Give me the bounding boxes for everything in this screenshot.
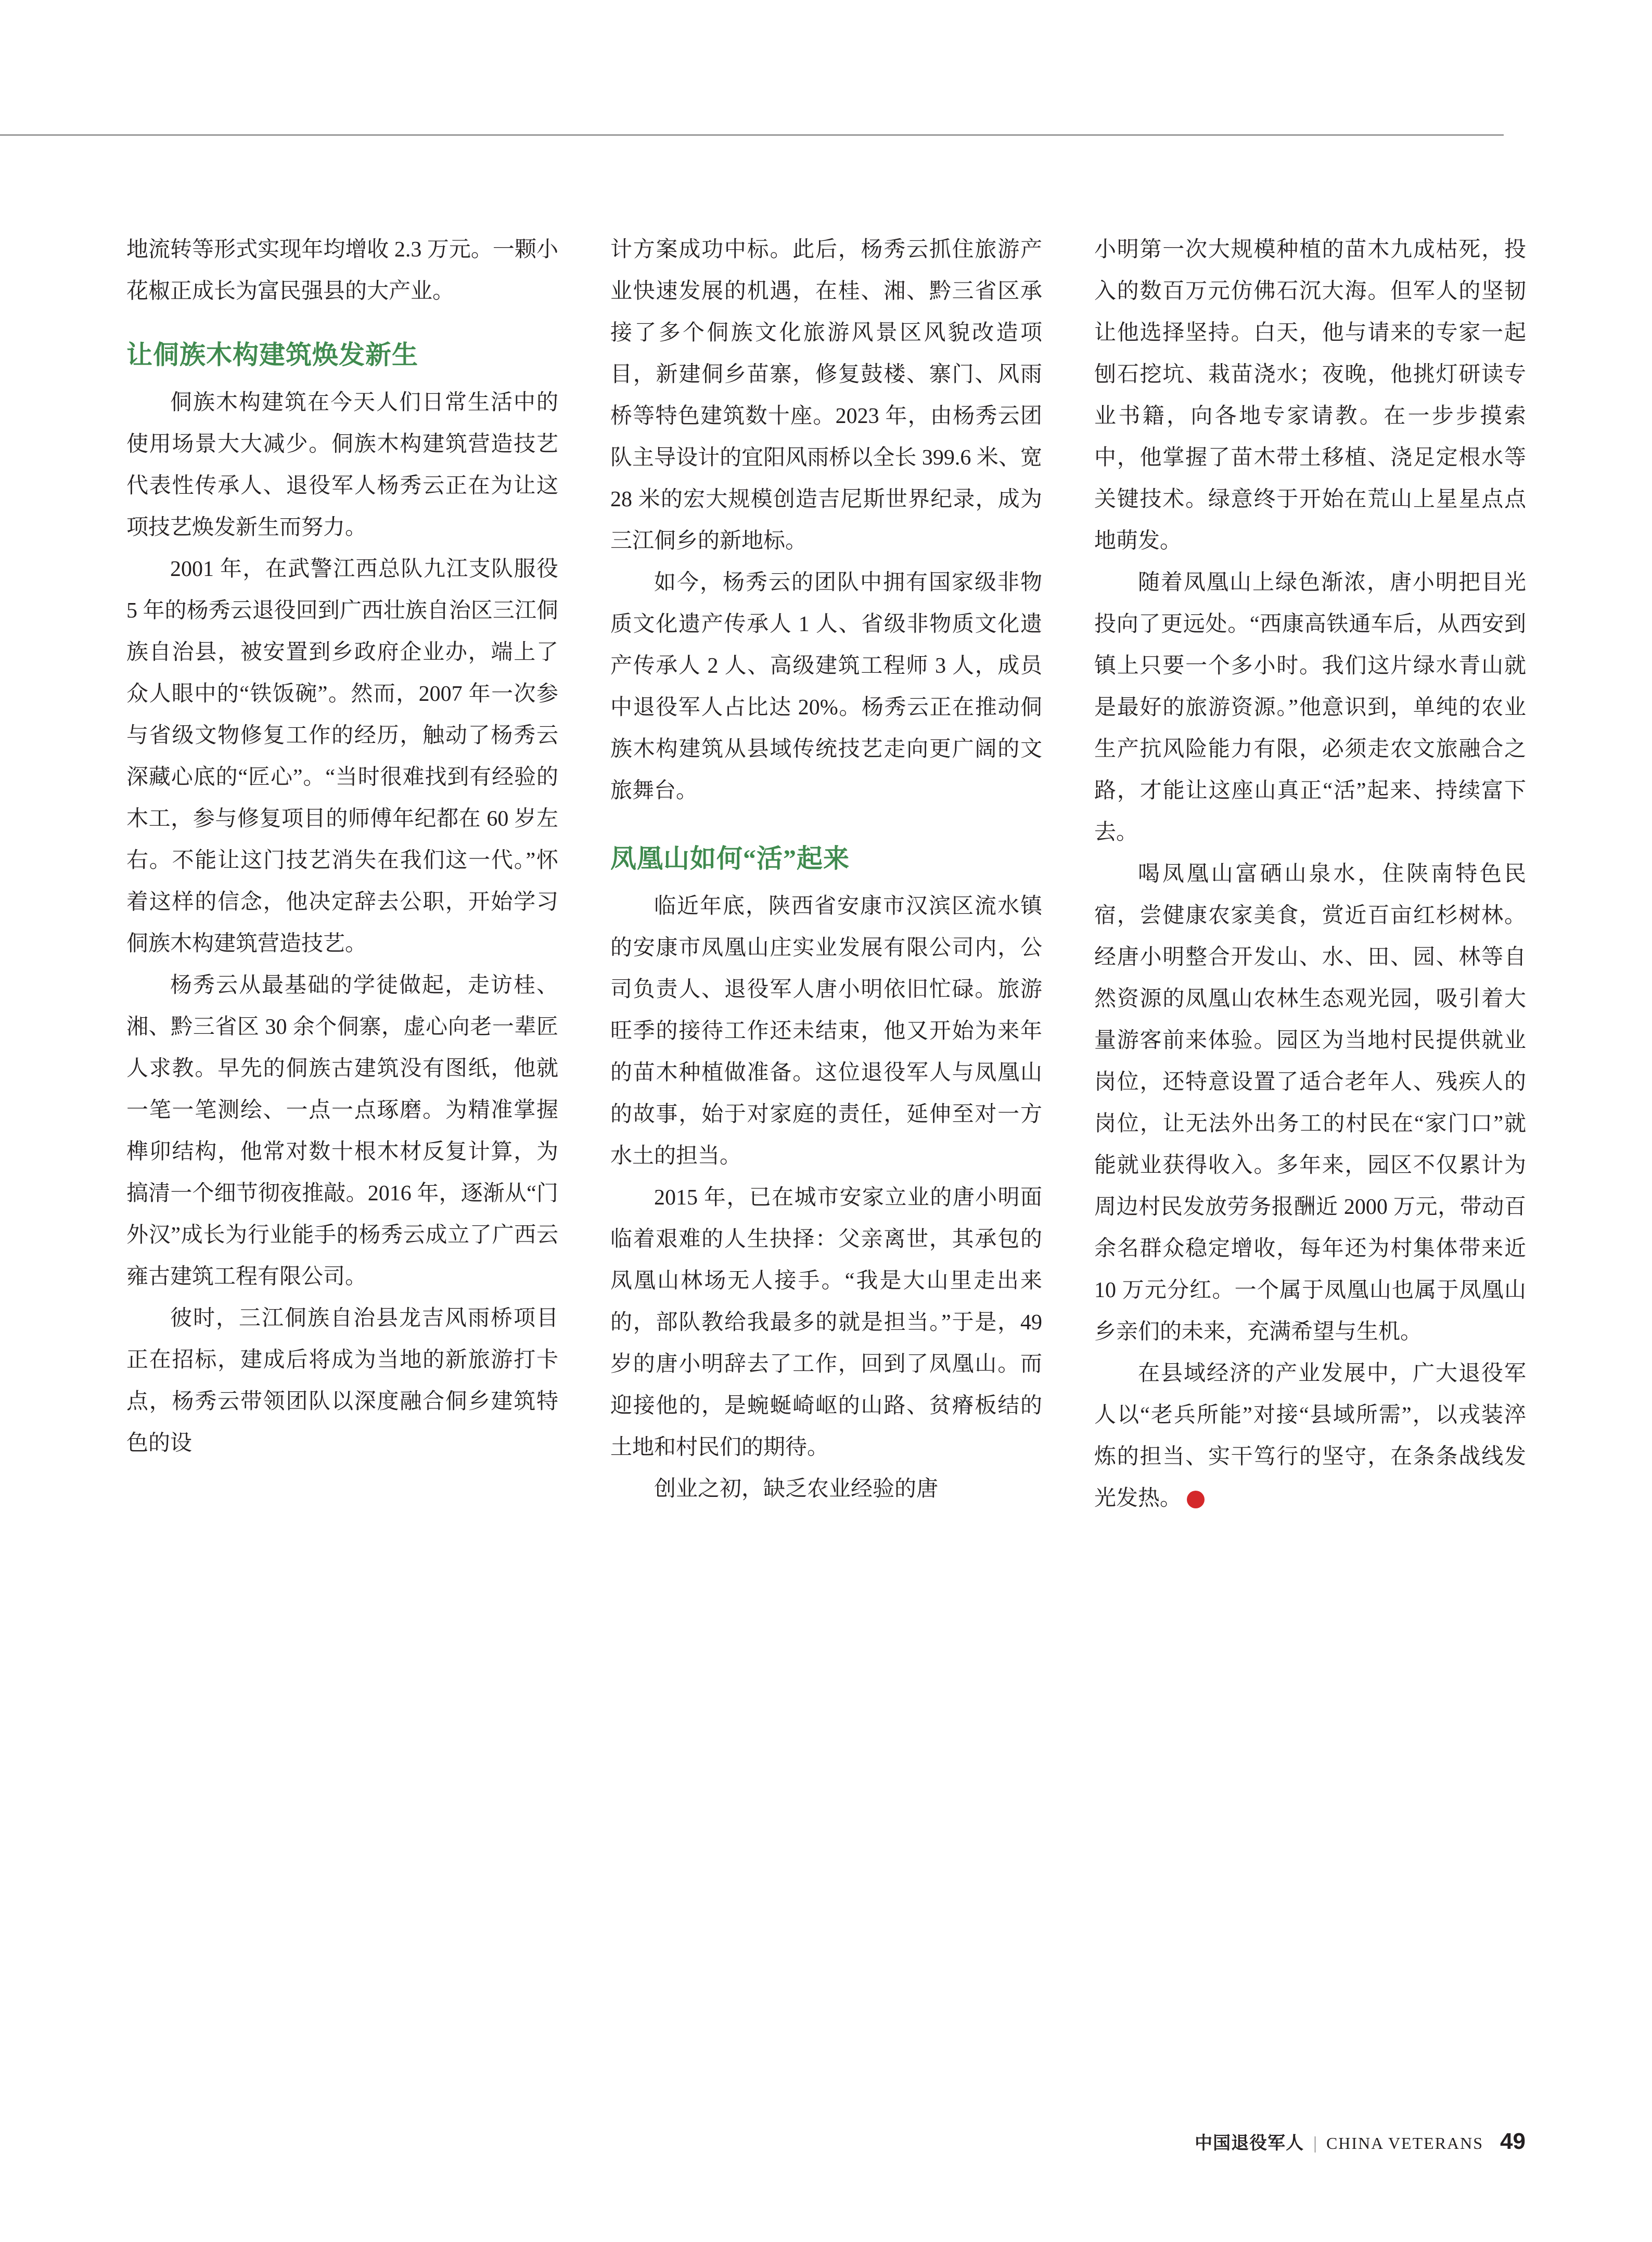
section-heading-2: 凤凰山如何“活”起来 [610,844,850,873]
column-2 [610,229,1042,1519]
paragraph: 侗族木构建筑在今天人们日常生活中的使用场景大大减少。侗族木构建筑营造技艺代表性传承人、退役军人杨秀云正在为让这项技艺焕发新生而努力。 [126,391,558,540]
paragraph: 临近年底，陕西省安康市汉滨区流水镇的安康市凤凰山庄实业发展有限公司内，公司负责人、退役军人唐小明依旧忙碌。旅游旺季的接待工作还未结束，他又开始为来年的苗木种植做准备。这位退役军人与凤凰山的故事，始于对家庭的责任，延伸至对一方水土的担当。 [610,894,1042,1168]
column-1 [126,229,558,1519]
paragraph: 2001 年，在武警江西总队九江支队服役 5 年的杨秀云退役回到广西壮族自治区三江侗族自治县，被安置到乡政府企业办，端上了众人眼中的“铁饭碗”。然而，2007 年一次参与省级文物修复工作的经历，触动了杨秀云深藏心底的“匠心”。“当时很难找到有经验的木工，参与修复项目的师傅年纪都在 60 岁左右。不能让这门技艺消失在我们这一代。”怀着这样的信念，他决定辞去公职，开始学习侗族木构建筑营造技艺。 [126,557,558,956]
paragraph: 地流转等形式实现年均增收 2.3 万元。一颗小花椒正成长为富民强县的大产业。 [126,238,558,303]
paragraph: 小明第一次大规模种植的苗木九成枯死，投入的数百万元仿佛石沉大海。但军人的坚韧让他选择坚持。白天，他与请来的专家一起刨石挖坑、栽苗浇水；夜晚，他挑灯研读专业书籍，向各地专家请教。在一步步摸索中，他掌握了苗木带土移植、浇足定根水等关键技术。绿意终于开始在荒山上星星点点地萌发。 [1094,238,1526,553]
paragraph: 如今，杨秀云的团队中拥有国家级非物质文化遗产传承人 1 人、省级非物质文化遗产传承人 2 人、高级建筑工程师 3 人，成员中退役军人占比达 20%。杨秀云正在推动侗族木构建筑从县域传统技艺走向更广阔的文旅舞台。 [610,571,1042,803]
paragraph: 计方案成功中标。此后，杨秀云抓住旅游产业快速发展的机遇，在桂、湘、黔三省区承接了多个侗族文化旅游风景区风貌改造项目，新建侗乡苗寨，修复鼓楼、寨门、风雨桥等特色建筑数十座。2023 年，由杨秀云团队主导设计的宜阳风雨桥以全长 399.6 米、宽 28 米的宏大规模创造吉尼斯世界纪录，成为三江侗乡的新地标。 [610,238,1042,553]
paragraph: 杨秀云从最基础的学徒做起，走访桂、湘、黔三省区 30 余个侗寨，虚心向老一辈匠人求教。早先的侗族古建筑没有图纸，他就一笔一笔测绘、一点一点琢磨。为精准掌握榫卯结构，他常对数十根木材反复计算，为搞清一个细节彻夜推敲。2016 年，逐渐从“门外汉”成长为行业能手的杨秀云成立了广西云雍古建筑工程有限公司。 [126,973,558,1289]
page-footer [1195,2129,1526,2155]
section-heading-1: 让侗族木构建筑焕发新生 [126,340,418,369]
article-columns [126,229,1526,1519]
paragraph-final [1094,1353,1526,1519]
paragraph-final-text: 在县域经济的产业发展中，广大退役军人以“老兵所能”对接“县域所需”，以戎装淬炼的担当、实干笃行的坚守，在条条战线发光发热。 [1094,1362,1526,1510]
footer-magazine-name-cn: 中国退役军人 [1195,2134,1304,2153]
paragraph: 随着凤凰山上绿色渐浓，唐小明把目光投向了更远处。“西康高铁通车后，从西安到镇上只要一个多小时。我们这片绿水青山就是最好的旅游资源。”他意识到，单纯的农业生产抗风险能力有限，必须走农文旅融合之路，才能让这座山真正“活”起来、持续富下去。 [1094,571,1526,844]
paragraph: 彼时，三江侗族自治县龙吉风雨桥项目正在招标，建成后将成为当地的新旅游打卡点，杨秀云带领团队以深度融合侗乡建筑特色的设 [126,1306,558,1455]
end-mark-icon: V [1187,1491,1205,1508]
column-3 [1094,229,1526,1519]
paragraph: 2015 年，已在城市安家立业的唐小明面临着艰难的人生抉择：父亲离世，其承包的凤凰山林场无人接手。“我是大山里走出来的，部队教给我最多的就是担当。”于是，49 岁的唐小明辞去了工作，回到了凤凰山。而迎接他的，是蜿蜒崎岖的山路、贫瘠板结的土地和村民们的期待。 [610,1186,1042,1459]
paragraph: 喝凤凰山富硒山泉水，住陕南特色民宿，尝健康农家美食，赏近百亩红杉树林。经唐小明整合开发山、水、田、园、林等自然资源的凤凰山农林生态观光园，吸引着大量游客前来体验。园区为当地村民提供就业岗位，还特意设置了适合老年人、残疾人的岗位，让无法外出务工的村民在“家门口”就能就业获得收入。多年来，园区不仅累计为周边村民发放劳务报酬近 2000 万元，带动百余名群众稳定增收，每年还为村集体带来近 10 万元分红。一个属于凤凰山也属于凤凰山乡亲们的未来，充满希望与生机。 [1094,862,1526,1344]
paragraph: 创业之初，缺乏农业经验的唐 [654,1477,939,1501]
page-number: 49 [1500,2129,1526,2154]
footer-separator: | [1313,2134,1317,2153]
footer-magazine-name-en: CHINA VETERANS [1326,2134,1484,2153]
header-rule [0,134,1504,136]
